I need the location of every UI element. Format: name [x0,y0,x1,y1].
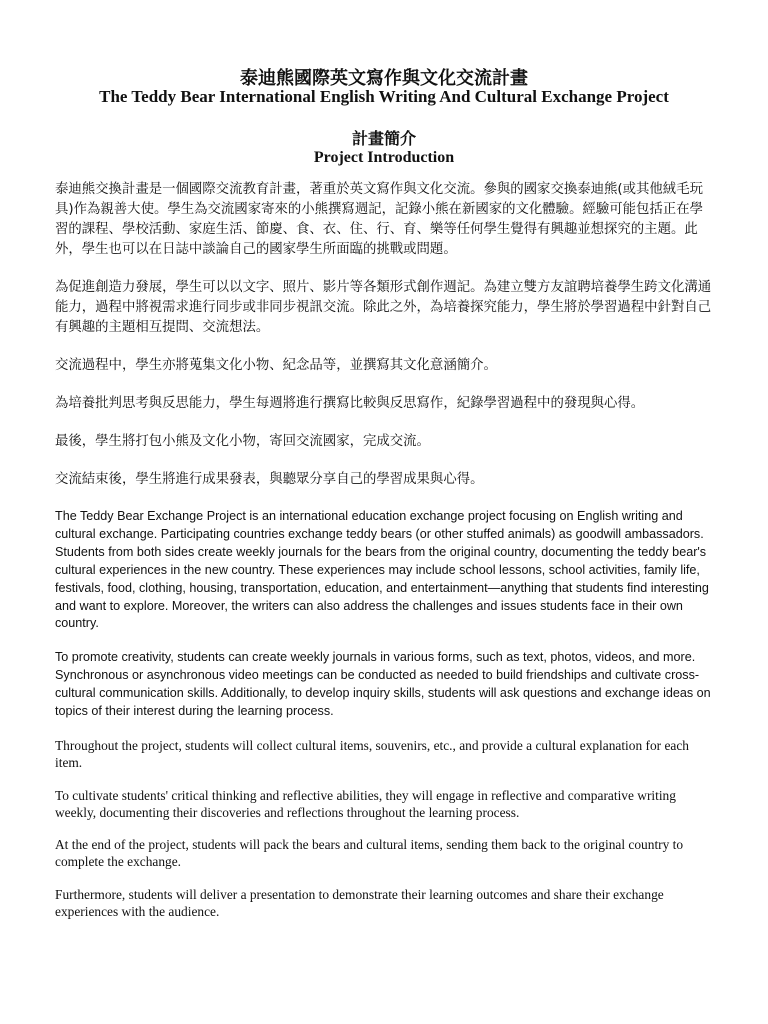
zh-paragraph-4: 為培養批判思考與反思能力，學生每週將進行撰寫比較與反思寫作，紀錄學習過程中的發現與心得。 [55,396,645,411]
zh-paragraph-3: 交流過程中，學生亦將蒐集文化小物、紀念品等，並撰寫其文化意涵簡介。 [55,358,497,373]
en-paragraph-5: At the end of the project, students will pack the bears and cultural items, sending them back to the original country to complete the exchange. [55,837,684,870]
section-heading-english: Project Introduction [313,149,455,166]
en-paragraph-1: The Teddy Bear Exchange Project is an international education exchange project focusing on English writing and cultural exchange. Participating countries exchange teddy bears (or other stuffed animals) as goodwill ambassadors. Students from both sides create weekly journals for the bears from the original country, documenting the teddy bear's cultural experiences in the new country. These experiences may include school lessons, school activities, family life, festivals, food, clothing, housing, transportation, education, and entertainment—anything that students find interesting and want to explore. Moreover, the writers can also address the challenges and issues students face in their own country. [55,509,709,631]
en-paragraph-6: Furthermore, students will deliver a presentation to demonstrate their learning outcomes and share their exchange experiences with the audience. [55,886,664,920]
zh-paragraph-5: 最後，學生將打包小熊及文化小物，寄回交流國家，完成交流。 [55,434,430,449]
en-paragraph-4: To cultivate students' critical thinking and reflective abilities, they will engage in reflective and comparative writing weekly, documenting their discoveries and reflections throughout the learning process. [55,787,676,820]
zh-paragraph-2: 為促進創造力發展，學生可以以文字、照片、影片等各類形式創作週記。為建立雙方友誼聘培養學生跨文化溝通能力，過程中將視需求進行同步或非同步視訊交流。除此之外，為培養探究能力，學生將於學習過程中針對自己有興趣的主題相互提問、交流想法。 [55,280,712,335]
zh-paragraph-6: 交流結束後，學生將進行成果發表，與聽眾分享自己的學習成果與心得。 [55,472,484,487]
en-paragraph-2: To promote creativity, students can create weekly journals in various forms, such as text, photos, videos, and more. Synchronous or asynchronous video meetings can be conducted as needed to build friendships and cultivate cross-cultural communication skills. Additionally, to develop inquiry skills, students will ask questions and exchange ideas on topics of their interest during the learning process. [55,650,711,719]
title-chinese: 泰迪熊國際英文寫作與文化交流計畫 [240,68,528,89]
en-paragraph-3: Throughout the project, students will collect cultural items, souvenirs, etc., and provide a cultural explanation for each item. [55,737,690,771]
title-english: The Teddy Bear International English Writing And Cultural Exchange Project [99,87,669,106]
document-body [55,180,715,935]
section-heading-chinese: 計畫簡介 [351,129,416,148]
zh-paragraph-1: 泰迪熊交換計畫是一個國際交流教育計畫，著重於英文寫作與文化交流。參與的國家交換泰迪熊(或其他絨毛玩具)作為親善大使。學生為交流國家寄來的小熊撰寫週記，記錄小熊在新國家的文化體驗。經驗可能包括正在學習的課程、學校活動、家庭生活、節慶、食、衣、住、行、育、樂等任何學生覺得有興趣並想探究的主題。此外，學生也可以在日誌中談論自己的國家學生所面臨的挑戰或問題。 [55,182,703,257]
